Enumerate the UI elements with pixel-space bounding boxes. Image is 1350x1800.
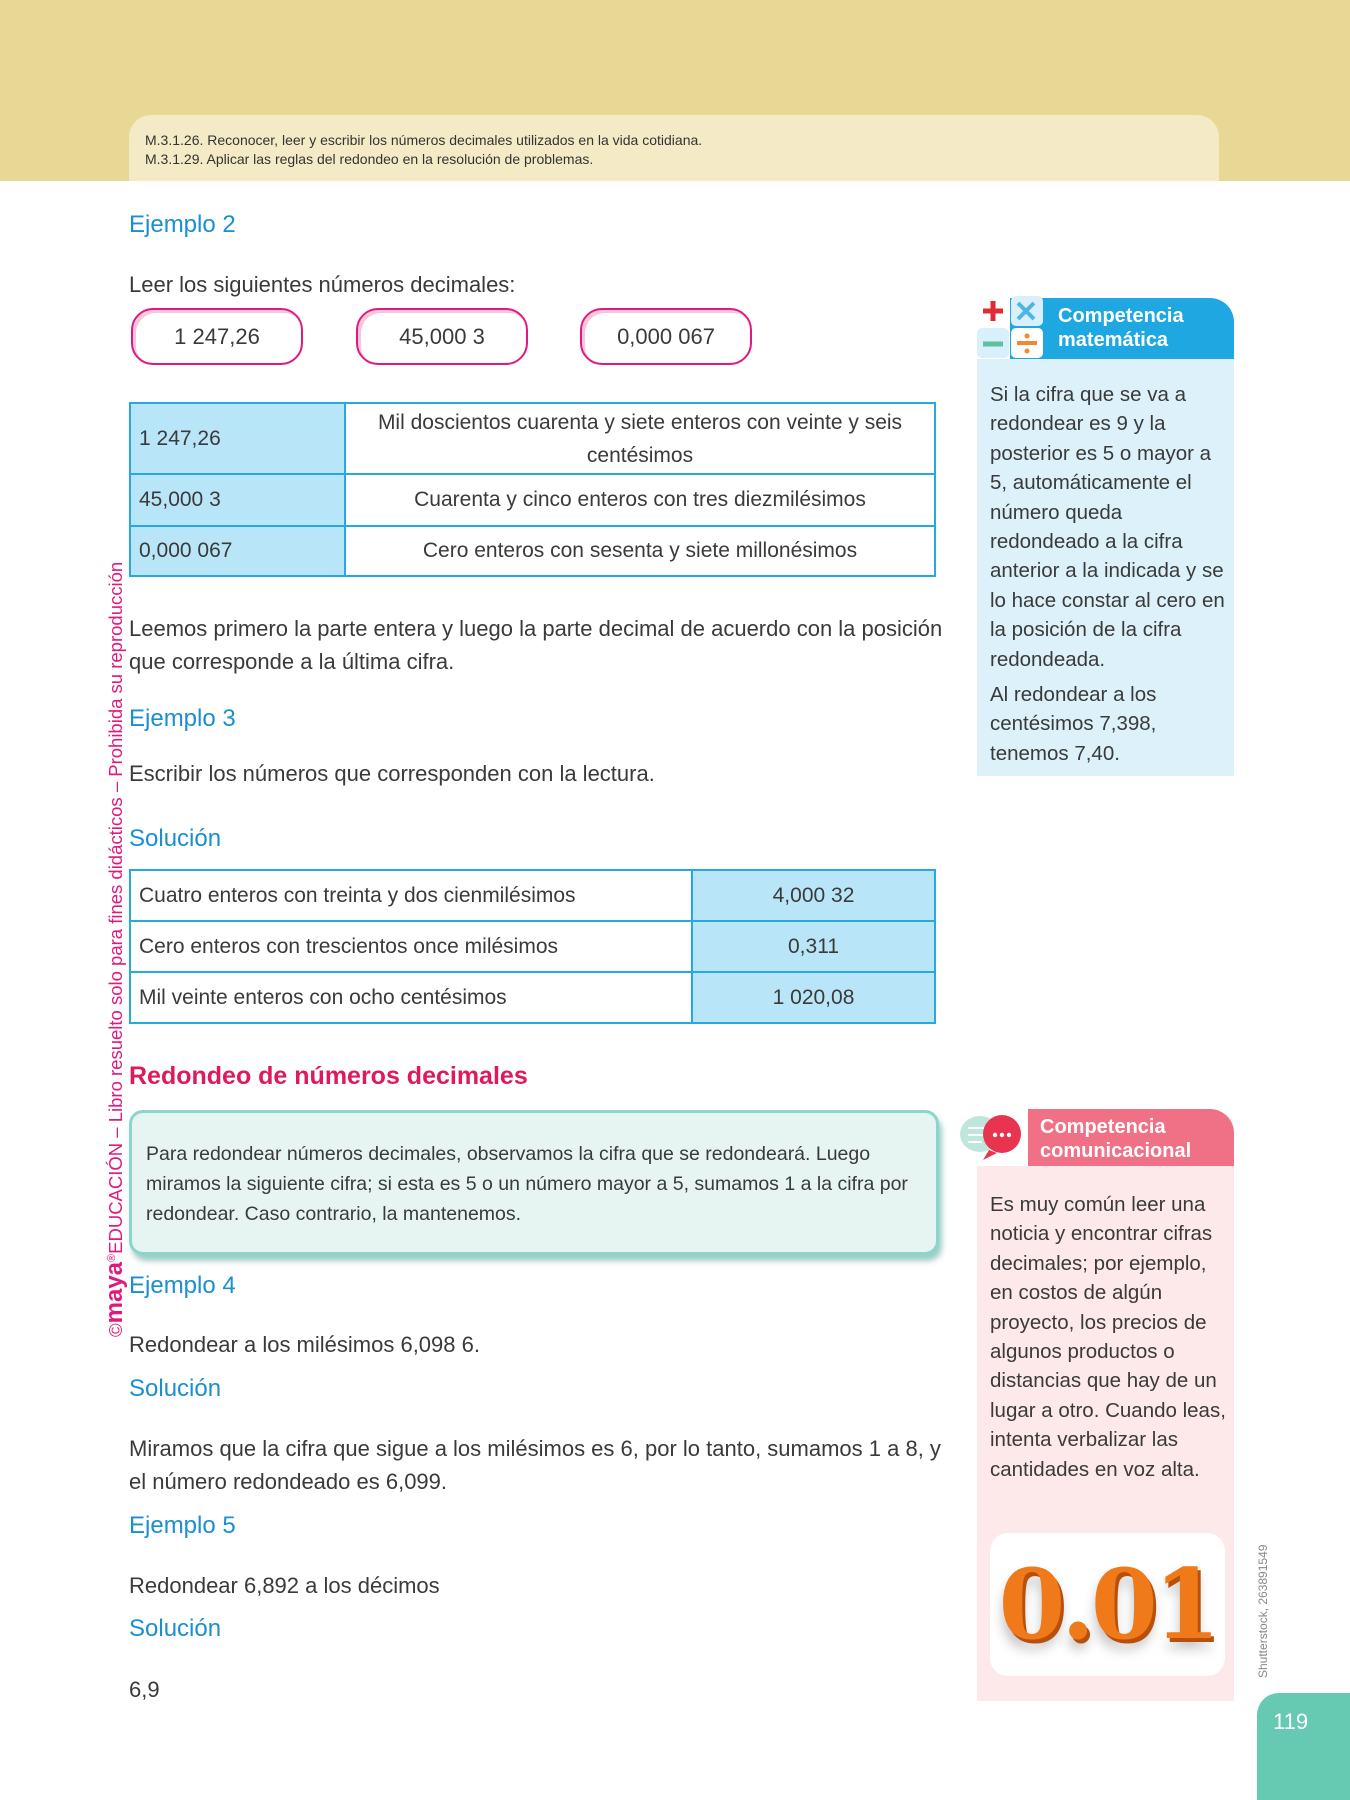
header-line: comunicacional [1040,1140,1192,1162]
ejemplo-3-prompt: Escribir los números que corresponden con la lectura. [129,761,655,786]
side-copyright [101,562,129,1337]
table-row [130,474,935,526]
number-cell: 1 020,08 [692,972,935,1023]
reading-cell: Cuatro enteros con treinta y dos cienmilésimos [130,870,692,921]
reading-cell: Cero enteros con trescientos once milésimos [130,921,692,972]
copyright-symbol: © [105,1323,126,1337]
reading-cell: Mil veinte enteros con ocho centésimos [130,972,692,1023]
page-number: 119 [1273,1709,1309,1734]
objective-1: M.3.1.26. Reconocer, leer y escribir los números decimales utilizados en la vida cotidiana. [145,132,703,148]
ejemplo-2-prompt: Leer los siguientes números decimales: [129,272,516,297]
number-cell: 45,000 3 [130,474,345,526]
objectives-box [129,115,1219,181]
ejemplo-4-solution-label: Solución [129,1375,222,1402]
number-cell: 4,000 32 [692,870,935,921]
ejemplo-4-prompt: Redondear a los milésimos 6,098 6. [129,1332,480,1357]
number-pill: 45,000 3 [356,308,528,365]
math-operations-icon [973,294,1047,360]
ejemplo-2-note: Leemos primero la parte entera y luego la parte decimal de acuerdo con la posición que corresponde a la última cifra. [129,616,943,674]
ejemplo-4-answer: Miramos que la cifra que sigue a los milésimos es 6, por lo tanto, sumamos 1 a 8, y el número redondeado es 6,099. [129,1436,941,1494]
ejemplo-5-solution-label: Solución [129,1615,222,1642]
image-number: 0.01 [998,1548,1217,1661]
copyright-text: EDUCACIÓN – Libro resuelto solo para fines didácticos – Prohibida su reproducción [105,561,126,1254]
photo-credit: Shutterstock, 263891549 [1256,1544,1270,1678]
ejemplo-4-title: Ejemplo 4 [129,1272,236,1299]
speech-bubbles-icon [956,1110,1026,1170]
paragraph: Al redondear a los centésimos 7,398, tenemos 7,40. [990,683,1157,765]
header-line: Competencia [1040,1116,1166,1138]
number-cell: 0,000 067 [130,526,345,576]
registered-mark: ® [105,1253,118,1262]
rule-text: Para redondear números decimales, observamos la cifra que se redondeará. Luego miramos la siguiente cifra; si esta es 5 o un número mayor a 5, sumamos 1 a la cifra por redondear. Caso contrario, la mantenemos. [146,1143,908,1225]
reading-cell: Cero enteros con sesenta y siete millonésimos [345,526,935,576]
reading-cell: Cuarenta y cinco enteros con tres diezmilésimos [345,474,935,526]
table-row [130,526,935,576]
number-pill: 1 247,26 [131,308,303,365]
ejemplo-5-prompt: Redondear 6,892 a los décimos [129,1573,440,1598]
header-line: matemática [1058,329,1169,351]
objective-2: M.3.1.29. Aplicar las reglas del redondeo en la resolución de problemas. [145,151,594,167]
number-cell: 0,311 [692,921,935,972]
maya-logo: maya [101,1261,128,1324]
ejemplo-5-answer: 6,9 [129,1677,160,1702]
table-row [130,972,935,1023]
ejemplo-3-title: Ejemplo 3 [129,705,236,732]
writing-table [129,869,936,1024]
table-row [130,870,935,921]
reading-cell: Mil doscientos cuarenta y siete enteros con veinte y seis centésimos [345,403,935,474]
comm-competence-text: Es muy común leer una noticia y encontrar cifras decimales; por ejemplo, en costos de algún proyecto, los precios de algunos productos o distancias que hay de un lugar a otro. Cuando leas, intenta verbalizar las cantidades en voz alta. [990,1193,1226,1481]
page-number-tab [1257,1693,1350,1800]
ejemplo-5-title: Ejemplo 5 [129,1512,236,1539]
number-cell: 1 247,26 [130,403,345,474]
table-row [130,921,935,972]
table-row [130,403,935,474]
number-pill: 0,000 067 [580,308,752,365]
math-competence-text [977,370,1234,768]
decimal-image [990,1533,1225,1676]
ejemplo-2-title: Ejemplo 2 [129,211,236,238]
ejemplo-3-solution-label: Solución [129,825,222,852]
reading-table [129,402,936,577]
paragraph: Si la cifra que se va a redondear es 9 y la posterior es 5 o mayor a 5, automáticamente el número queda redondeado a la cifra anterior a la indicada y se lo hace constar al cero en la posición de la cifra redondeada. [990,383,1225,671]
header-line: Competencia [1058,305,1184,327]
rule-box [129,1110,939,1255]
comm-competence-header [1028,1109,1234,1166]
section-heading: Redondeo de números decimales [129,1062,528,1090]
